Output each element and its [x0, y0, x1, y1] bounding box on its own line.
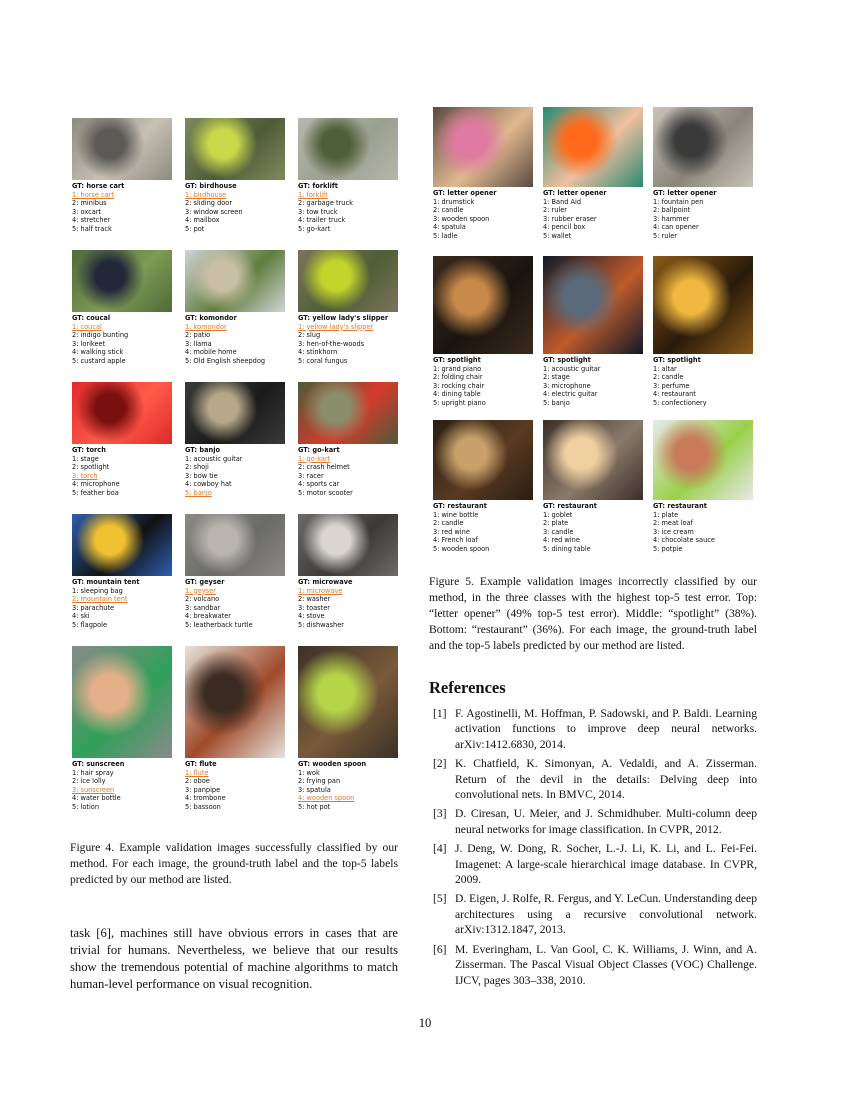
image-cell: [72, 382, 172, 498]
prediction-label: 3: wooden spoon: [433, 214, 490, 223]
prediction-label: 1: hair spray: [72, 768, 114, 777]
prediction-label: 2: candle: [433, 206, 464, 215]
prediction-label: 4: restaurant: [653, 390, 696, 399]
prediction-label: 3: racer: [298, 471, 324, 480]
thumbnail-image: [185, 514, 285, 576]
label-block: [653, 189, 753, 241]
prediction-label: 2: patio: [185, 331, 211, 340]
thumbnail-image: [653, 107, 753, 187]
label-block: [185, 760, 285, 812]
image-cell: [298, 646, 398, 812]
image-cell: [185, 118, 285, 234]
prediction-label: 5: flagpole: [72, 620, 108, 629]
prediction-label: 5: half track: [72, 224, 112, 233]
prediction-label: 5: ruler: [653, 231, 678, 240]
thumbnail-image: [298, 646, 398, 758]
thumbnail-image: [653, 256, 753, 354]
figure-5-caption: Figure 5. Example validation images incorrectly classified by our method, in the three classes with the highest top-5 test error. Top: “letter opener” (49% top-5 test error). Middle: “spotlight” (38%). Bottom: “restaurant” (36%). For each image, the ground-truth label and the top-5 labels predicted by our method are listed.: [429, 575, 757, 652]
prediction-label: 2: frying pan: [298, 777, 341, 786]
prediction-label: 5: custard apple: [72, 356, 126, 365]
ground-truth-label: GT: flute: [185, 760, 217, 768]
image-cell: [185, 250, 285, 366]
reference-item: [429, 942, 757, 988]
ground-truth-label: GT: forklift: [298, 182, 338, 190]
references-heading: References: [429, 678, 506, 697]
label-block: [433, 189, 533, 241]
ground-truth-label: GT: komondor: [185, 314, 237, 322]
label-block: [72, 182, 172, 234]
ground-truth-label: GT: letter opener: [653, 189, 717, 197]
prediction-label: 5: upright piano: [433, 398, 486, 407]
prediction-label: 5: leatherback turtle: [185, 620, 253, 629]
thumbnail-image: [543, 256, 643, 354]
thumbnail-image: [433, 420, 533, 500]
reference-number: [4]: [433, 842, 447, 856]
image-cell: [298, 382, 398, 498]
reference-item: [429, 891, 757, 937]
image-cell: [72, 514, 172, 630]
prediction-label: 4: breakwater: [185, 612, 231, 621]
image-cell: [185, 514, 285, 630]
prediction-label: 2: candle: [653, 373, 684, 382]
image-cell: [298, 250, 398, 366]
thumbnail-image: [298, 118, 398, 180]
prediction-label: 4: stinkhorn: [298, 348, 338, 357]
prediction-label: 4: French loaf: [433, 536, 478, 545]
thumbnail-image: [298, 514, 398, 576]
prediction-label: 4: trailer truck: [298, 216, 346, 225]
prediction-label: 5: hot pot: [298, 802, 331, 811]
prediction-label: 2: folding chair: [433, 373, 483, 382]
prediction-label: 2: candle: [433, 519, 464, 528]
prediction-label: 2: ballpoint: [653, 206, 691, 215]
prediction-label: 3: red wine: [433, 527, 470, 536]
prediction-label: 4: can opener: [653, 223, 699, 232]
page-number: 10: [418, 1016, 432, 1030]
prediction-label: 2: ruler: [543, 206, 568, 215]
prediction-label: 1: wine bottle: [433, 510, 479, 519]
prediction-label: 5: ladle: [433, 231, 458, 240]
prediction-label: 3: lorikeet: [72, 339, 106, 348]
image-cell: [433, 107, 533, 241]
ground-truth-label: GT: horse cart: [72, 182, 125, 190]
ground-truth-label: GT: mountain tent: [72, 578, 140, 586]
prediction-label: 5: dining table: [543, 544, 591, 553]
label-block: [543, 502, 643, 554]
reference-number: [3]: [433, 807, 447, 821]
prediction-label: 3: torch: [72, 471, 98, 480]
label-block: [298, 182, 398, 234]
label-block: [72, 760, 172, 812]
reference-text: D. Eigen, J. Rolfe, R. Fergus, and Y. LeCun. Understanding deep architectures using a recursive convolutional network. arXiv:1312.1847, 2013.: [455, 892, 757, 937]
ground-truth-label: GT: wooden spoon: [298, 760, 367, 768]
prediction-label: 2: mountain tent: [72, 595, 128, 604]
thumbnail-image: [185, 382, 285, 444]
prediction-label: 3: ice cream: [653, 527, 694, 536]
image-cell: [543, 420, 643, 554]
prediction-label: 4: sports car: [298, 480, 340, 489]
ground-truth-label: GT: restaurant: [653, 502, 707, 510]
prediction-label: 3: microphone: [543, 381, 591, 390]
image-cell: [72, 250, 172, 366]
prediction-label: 2: indigo bunting: [72, 331, 129, 340]
label-block: [185, 314, 285, 366]
prediction-label: 2: garbage truck: [298, 199, 353, 208]
ground-truth-label: GT: geyser: [185, 578, 225, 586]
prediction-label: 3: llama: [185, 339, 212, 348]
prediction-label: 3: rocking chair: [433, 381, 485, 390]
prediction-label: 1: coucal: [72, 322, 102, 331]
thumbnail-image: [298, 250, 398, 312]
prediction-label: 1: stage: [72, 454, 99, 463]
image-cell: [185, 382, 285, 498]
prediction-label: 3: window screen: [185, 207, 243, 216]
prediction-label: 2: oboe: [185, 777, 210, 786]
prediction-label: 4: walking stick: [72, 348, 124, 357]
prediction-label: 2: slug: [298, 331, 321, 340]
image-cell: [298, 118, 398, 234]
reference-text: M. Everingham, L. Van Gool, C. K. Williams, J. Winn, and A. Zisserman. The Pascal Visual Object Classes (VOC) Challenge. IJCV, pages 303–338, 2010.: [455, 942, 757, 987]
prediction-label: 1: komondor: [185, 322, 227, 331]
prediction-label: 3: tow truck: [298, 207, 338, 216]
label-block: [72, 446, 172, 498]
prediction-label: 2: crash helmet: [298, 463, 350, 472]
prediction-label: 1: Band Aid: [543, 197, 582, 206]
thumbnail-image: [543, 107, 643, 187]
prediction-label: 3: rubber eraser: [543, 214, 597, 223]
prediction-label: 5: banjo: [185, 488, 212, 497]
label-block: [185, 578, 285, 630]
prediction-label: 2: volcano: [185, 595, 220, 604]
prediction-label: 2: shoji: [185, 463, 209, 472]
ground-truth-label: GT: coucal: [72, 314, 111, 322]
image-cell: [72, 118, 172, 234]
image-cell: [653, 256, 753, 408]
thumbnail-image: [72, 514, 172, 576]
image-cell: [433, 420, 533, 554]
prediction-label: 4: mailbox: [185, 216, 220, 225]
ground-truth-label: GT: spotlight: [433, 356, 481, 364]
label-block: [433, 356, 533, 408]
thumbnail-image: [185, 250, 285, 312]
thumbnail-image: [433, 107, 533, 187]
prediction-label: 4: electric guitar: [543, 390, 598, 399]
prediction-label: 1: yellow lady's slipper: [298, 322, 374, 331]
prediction-label: 1: geyser: [185, 586, 216, 595]
reference-number: [5]: [433, 892, 447, 906]
image-cell: [543, 107, 643, 241]
image-cell: [298, 514, 398, 630]
label-block: [298, 760, 398, 812]
prediction-label: 2: plate: [543, 519, 569, 528]
label-block: [185, 182, 285, 234]
prediction-label: 4: dining table: [433, 390, 481, 399]
prediction-label: 2: washer: [298, 595, 331, 604]
prediction-label: 3: hen-of-the-woods: [298, 339, 365, 348]
prediction-label: 1: drumstick: [433, 197, 475, 206]
label-block: [72, 578, 172, 630]
prediction-label: 5: pot: [185, 224, 205, 233]
thumbnail-image: [185, 118, 285, 180]
prediction-label: 3: hammer: [653, 214, 690, 223]
prediction-label: 1: wok: [298, 768, 320, 777]
prediction-label: 5: bassoon: [185, 802, 221, 811]
prediction-label: 3: spatula: [298, 785, 331, 794]
ground-truth-label: GT: yellow lady's slipper: [298, 314, 389, 322]
ground-truth-label: GT: spotlight: [543, 356, 591, 364]
reference-number: [6]: [433, 942, 447, 956]
reference-item: [429, 756, 757, 802]
prediction-label: 4: mobile home: [185, 348, 237, 357]
prediction-label: 5: lotion: [72, 802, 100, 811]
label-block: [72, 314, 172, 366]
prediction-label: 3: panpipe: [185, 785, 221, 794]
prediction-label: 3: toaster: [298, 603, 330, 612]
prediction-label: 4: trombone: [185, 794, 226, 803]
prediction-label: 1: go-kart: [298, 454, 331, 463]
label-block: [298, 314, 398, 366]
prediction-label: 4: microphone: [72, 480, 120, 489]
prediction-label: 2: spotlight: [72, 463, 110, 472]
thumbnail-image: [433, 256, 533, 354]
prediction-label: 4: spatula: [433, 223, 466, 232]
prediction-label: 3: sandbar: [185, 603, 221, 612]
prediction-label: 2: ice lolly: [72, 777, 106, 786]
prediction-label: 3: perfume: [653, 381, 690, 390]
thumbnail-image: [72, 382, 172, 444]
prediction-label: 4: chocolate sauce: [653, 536, 715, 545]
prediction-label: 4: wooden spoon: [298, 794, 355, 803]
thumbnail-image: [653, 420, 753, 500]
ground-truth-label: GT: restaurant: [543, 502, 597, 510]
ground-truth-label: GT: go-kart: [298, 446, 340, 454]
ground-truth-label: GT: letter opener: [543, 189, 607, 197]
ground-truth-label: GT: birdhouse: [185, 182, 237, 190]
prediction-label: 1: goblet: [543, 510, 573, 519]
prediction-label: 4: pencil box: [543, 223, 586, 232]
label-block: [298, 446, 398, 498]
prediction-label: 1: microwave: [298, 586, 343, 595]
prediction-label: 1: acoustic guitar: [543, 364, 601, 373]
prediction-label: 5: coral fungus: [298, 356, 348, 365]
ground-truth-label: GT: restaurant: [433, 502, 487, 510]
thumbnail-image: [298, 382, 398, 444]
label-block: [543, 356, 643, 408]
prediction-label: 5: banjo: [543, 398, 570, 407]
prediction-label: 1: forklift: [298, 190, 328, 199]
prediction-label: 4: red wine: [543, 536, 580, 545]
prediction-label: 3: oxcart: [72, 207, 102, 216]
prediction-label: 3: bow tie: [185, 471, 218, 480]
prediction-label: 3: parachute: [72, 603, 115, 612]
prediction-label: 1: fountain pen: [653, 197, 704, 206]
ground-truth-label: GT: microwave: [298, 578, 353, 586]
image-cell: [72, 646, 172, 812]
prediction-label: 4: ski: [72, 612, 90, 621]
prediction-label: 3: sunscreen: [72, 785, 115, 794]
prediction-label: 1: sleeping bag: [72, 586, 123, 595]
prediction-label: 1: grand piano: [433, 364, 482, 373]
prediction-label: 5: motor scooter: [298, 488, 353, 497]
body-paragraph: task [6], machines still have obvious errors in cases that are trivial for humans. Nevertheless, we believe that our results show the tremendous potential of machine algorithms to match human-level performance on visual recognition.: [70, 926, 398, 991]
image-cell: [543, 256, 643, 408]
ground-truth-label: GT: sunscreen: [72, 760, 125, 768]
reference-item: [429, 806, 757, 837]
prediction-label: 2: minibus: [72, 199, 107, 208]
reference-text: J. Deng, W. Dong, R. Socher, L.-J. Li, K. Li, and L. Fei-Fei. Imagenet: A large-scale hierarchical image database. In CVPR, 2009.: [455, 842, 757, 887]
ground-truth-label: GT: letter opener: [433, 189, 497, 197]
image-cell: [185, 646, 285, 812]
prediction-label: 3: candle: [543, 527, 574, 536]
prediction-label: 5: go-kart: [298, 224, 331, 233]
prediction-label: 4: stove: [298, 612, 325, 621]
reference-number: [2]: [433, 757, 447, 771]
prediction-label: 5: potpie: [653, 544, 683, 553]
prediction-label: 1: plate: [653, 510, 679, 519]
reference-text: F. Agostinelli, M. Hoffman, P. Sadowski, and P. Baldi. Learning activation functions to improve deep neural networks. arXiv:1412.6830, 2014.: [455, 707, 757, 751]
prediction-label: 1: acoustic guitar: [185, 454, 243, 463]
prediction-label: 5: wallet: [543, 231, 572, 240]
thumbnail-image: [72, 118, 172, 180]
prediction-label: 4: cowboy hat: [185, 480, 232, 489]
label-block: [543, 189, 643, 241]
prediction-label: 1: birdhouse: [185, 190, 227, 199]
prediction-label: 5: Old English sheepdog: [185, 356, 266, 365]
prediction-label: 5: feather boa: [72, 488, 119, 497]
prediction-label: 1: altar: [653, 364, 677, 373]
thumbnail-image: [72, 646, 172, 758]
label-block: [653, 502, 753, 554]
prediction-label: 4: stretcher: [72, 216, 111, 225]
reference-text: K. Chatfield, K. Simonyan, A. Vedaldi, and A. Zisserman. Return of the devil in the details: Delving deep into convolutional nets. In BMVC, 2014.: [455, 757, 757, 802]
ground-truth-label: GT: spotlight: [653, 356, 701, 364]
reference-text: D. Ciresan, U. Meier, and J. Schmidhuber. Multi-column deep neural networks for image classification. In CVPR, 2012.: [455, 807, 757, 836]
references-list: [429, 706, 757, 992]
prediction-label: 2: meat loaf: [653, 519, 693, 528]
prediction-label: 1: horse cart: [72, 190, 114, 199]
prediction-label: 2: stage: [543, 373, 570, 382]
thumbnail-image: [185, 646, 285, 758]
prediction-label: 5: dishwasher: [298, 620, 344, 629]
thumbnail-image: [72, 250, 172, 312]
label-block: [653, 356, 753, 408]
image-cell: [433, 256, 533, 408]
label-block: [298, 578, 398, 630]
ground-truth-label: GT: torch: [72, 446, 106, 454]
prediction-label: 2: sliding door: [185, 199, 233, 208]
ground-truth-label: GT: banjo: [185, 446, 221, 454]
prediction-label: 5: wooden spoon: [433, 544, 490, 553]
image-cell: [653, 107, 753, 241]
label-block: [185, 446, 285, 498]
thumbnail-image: [543, 420, 643, 500]
prediction-label: 5: confectionery: [653, 398, 707, 407]
reference-item: [429, 841, 757, 887]
image-cell: [653, 420, 753, 554]
label-block: [433, 502, 533, 554]
prediction-label: 1: flute: [185, 768, 209, 777]
reference-number: [1]: [433, 707, 447, 720]
prediction-label: 4: water bottle: [72, 794, 121, 803]
reference-item: [429, 706, 757, 752]
figure-4-caption: Figure 4. Example validation images successfully classified by our method. For each image, the ground-truth label and the top-5 labels predicted by our method are listed.: [70, 841, 398, 886]
